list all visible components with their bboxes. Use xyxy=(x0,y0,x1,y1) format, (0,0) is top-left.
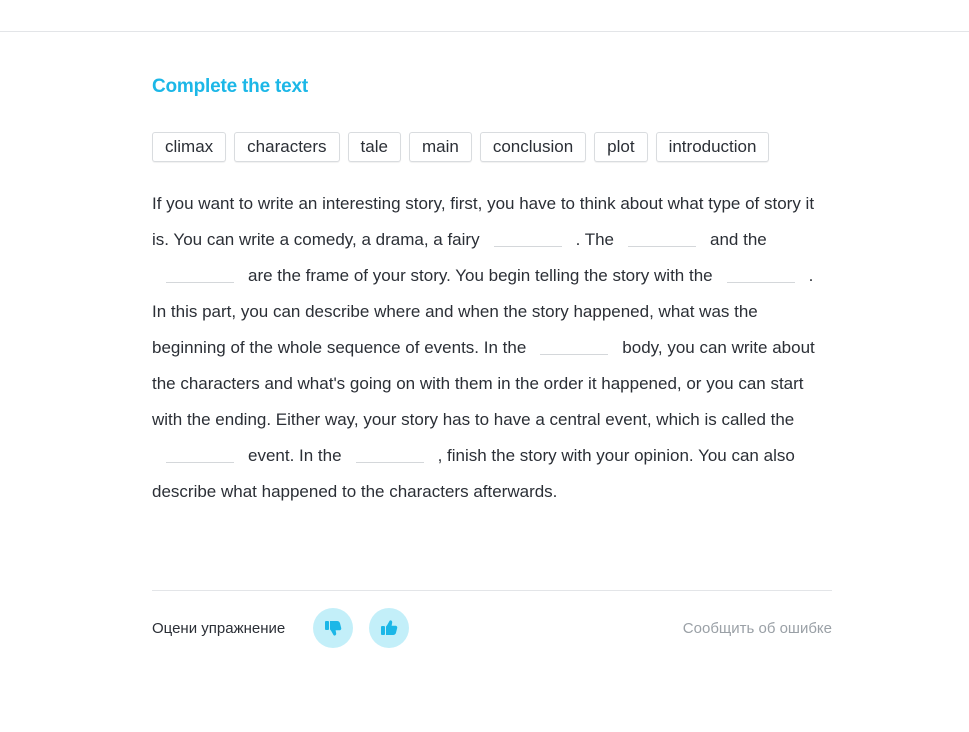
exercise-title: Complete the text xyxy=(152,76,309,97)
answer-blank-5[interactable] xyxy=(540,353,608,355)
word-chip[interactable]: characters xyxy=(234,132,339,162)
word-chip[interactable]: introduction xyxy=(656,132,770,162)
like-button[interactable] xyxy=(369,608,409,648)
passage-segment: body, you can write about the characters and what's going on with them in the order it happened, or you can start with the ending. Either way, your story has to have a central event, which is called the xyxy=(152,338,815,429)
exercise-panel xyxy=(152,74,832,510)
passage-segment: event. In the xyxy=(248,446,342,465)
word-chip[interactable]: main xyxy=(409,132,472,162)
word-bank xyxy=(152,132,832,162)
passage-segment: , finish the story with your opinion. You can also describe what happened to the characters afterwards. xyxy=(152,446,795,501)
answer-blank-7[interactable] xyxy=(356,461,424,463)
report-error-link[interactable]: Сообщить об ошибке xyxy=(682,620,832,637)
answer-blank-6[interactable] xyxy=(166,461,234,463)
passage-segment: . In this part, you can describe where and when the story happened, what was the beginning of the whole sequence of events. In the xyxy=(152,266,814,357)
thumbs-up-icon xyxy=(379,618,399,638)
answer-blank-1[interactable] xyxy=(494,245,562,247)
word-chip[interactable]: climax xyxy=(152,132,226,162)
answer-blank-2[interactable] xyxy=(628,245,696,247)
word-chip[interactable]: conclusion xyxy=(480,132,586,162)
exercise-passage xyxy=(152,186,832,510)
passage-segment: If you want to write an interesting story, first, you have to think about what type of story it is. You can write a comedy, a drama, a fairy xyxy=(152,194,815,249)
passage-segment: and the xyxy=(710,230,767,249)
feedback-footer xyxy=(152,590,832,665)
answer-blank-3[interactable] xyxy=(166,281,234,283)
thumbs-down-icon xyxy=(323,618,343,638)
passage-segment: . The xyxy=(575,230,615,249)
rate-exercise-label: Оцени упражнение xyxy=(152,620,286,637)
answer-blank-4[interactable] xyxy=(727,281,795,283)
word-chip[interactable]: plot xyxy=(594,132,647,162)
word-chip[interactable]: tale xyxy=(348,132,401,162)
passage-segment: are the frame of your story. You begin telling the story with the xyxy=(248,266,713,285)
dislike-button[interactable] xyxy=(313,608,353,648)
header-divider xyxy=(0,31,969,32)
